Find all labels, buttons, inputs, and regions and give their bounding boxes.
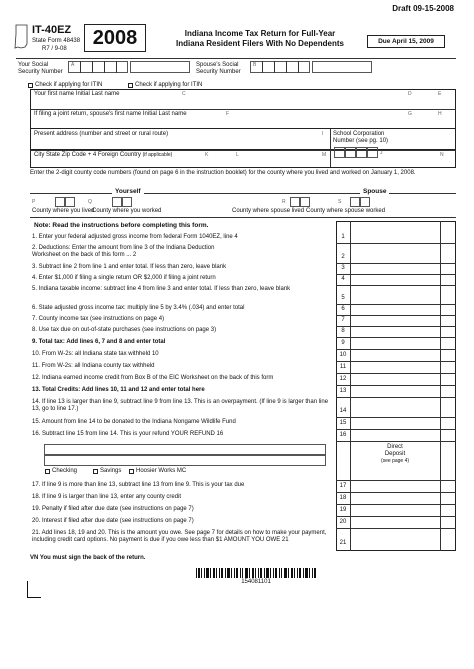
field-letter-d: D	[408, 91, 412, 97]
checking-checkbox[interactable]	[45, 469, 50, 474]
state-form-number: State Form 48438	[32, 38, 81, 44]
line-3-text: 3. Subtract line 2 from line 1 and enter total. If less than zero, leave blank	[32, 264, 227, 270]
you-worked-box-2[interactable]	[122, 197, 132, 207]
form-revision: R7 / 9-08	[42, 46, 67, 52]
field-letter-k: K	[205, 152, 209, 158]
field-letter-f: F	[226, 111, 230, 117]
line-6-number: 6	[341, 306, 345, 312]
you-worked-box-1[interactable]	[112, 197, 122, 207]
line-1-number: 1	[341, 234, 345, 240]
barcode-number: 154081101	[241, 579, 271, 585]
form-title-line2: Indiana Resident Filers With No Dependents	[176, 39, 344, 48]
line-16-number: 16	[339, 432, 347, 438]
you-worked-label: County where you worked	[92, 208, 162, 214]
line-17-text: 17. If line 9 is more than line 13, subtract line 13 from line 9. This is your tax due	[32, 482, 245, 488]
line-15-text: 15. Amount from line 14 to be donated to the Indiana Nongame Wildlife Fund	[32, 419, 236, 425]
yourself-heading: Yourself	[112, 188, 144, 196]
sp-lived-box-1[interactable]	[290, 197, 300, 207]
you-lived-label: County where you lived	[32, 208, 95, 214]
field-letter-g: G	[408, 111, 412, 117]
line-2-number: 2	[341, 254, 345, 260]
line-10-text: 10. From W-2s: all Indiana state tax withheld 10	[32, 351, 159, 357]
sp-worked-box-2[interactable]	[360, 197, 370, 207]
bank-routing-area[interactable]	[32, 444, 328, 466]
address-field[interactable]: Present address (number and street or rural route)	[34, 131, 169, 137]
line-4-number: 4	[341, 276, 345, 282]
sp-lived-label: County where spouse lived	[232, 208, 305, 214]
line-12-text: 12. Indiana earned income credit from Box B of the EIC Worksheet on the back of this form	[32, 375, 274, 381]
line-11-number: 11	[339, 364, 347, 370]
sp-worked-box-1[interactable]	[350, 197, 360, 207]
sign-note: VN You must sign the back of the return.	[30, 555, 146, 561]
line-2-text: 2. Deductions: Enter the amount from line 3 of the Indiana Deduction Worksheet on the back of this form ... 2	[32, 245, 215, 258]
line-20-number: 20	[339, 519, 347, 525]
line-3-number: 3	[341, 265, 345, 271]
name-field[interactable]: Your first name Initial Last name	[34, 91, 120, 97]
line-12-number: 12	[339, 376, 347, 382]
sp-worked-label: County where spouse worked	[306, 208, 386, 214]
line-13-text: 13. Total Credits: Add lines 10, 11 and 12 and enter total here	[32, 387, 205, 393]
barcode-icon	[196, 568, 316, 578]
you-lived-box-1[interactable]	[55, 197, 65, 207]
sp-lived-box-2[interactable]	[300, 197, 310, 207]
field-letter-s: S	[338, 199, 342, 205]
corner-mark-horizontal	[27, 597, 41, 598]
itin-you-label: Check if applying for ITIN	[35, 82, 103, 88]
field-letter-m: M	[322, 152, 327, 158]
direct-deposit-title: Direct Deposit (see page 4)	[380, 444, 410, 464]
line-10-number: 10	[339, 352, 347, 358]
line-16-text: 16. Subtract line 15 from line 14. This is your refund YOUR REFUND 16	[32, 431, 224, 437]
tax-year: 2008	[92, 27, 138, 49]
line-17-number: 17	[339, 483, 347, 489]
form-code: IT-40EZ	[32, 24, 72, 36]
spouse-heading: Spouse	[360, 188, 389, 196]
line-1-text: 1. Enter your federal adjusted gross income from federal Form 1040EZ, line 4	[32, 234, 238, 240]
line-13-number: 13	[339, 388, 347, 394]
line-18-number: 18	[339, 495, 347, 501]
field-letter-q: Q	[88, 199, 92, 205]
line-6-text: 6. State adjusted gross income tax: multiply line 5 by 3.4% (.034) and enter total	[32, 305, 245, 311]
instructions-note: Note: Read the instructions before completing this form.	[34, 222, 209, 229]
savings-label: Savings	[100, 468, 122, 474]
line-5-text: 5. Indiana taxable income: subtract line 4 from line 3 and enter total. If less than zero, leave blank	[32, 286, 291, 292]
city-state-zip-field[interactable]: City State Zip Code + 4 Foreign Country (if applicable)	[34, 152, 173, 158]
line-7-text: 7. County income tax (see instructions on page 4)	[32, 316, 165, 322]
county-intro: Enter the 2-digit county code numbers (found on page 6 in the instruction booklet) for the county where you lived and worked on January 1, 2008.	[30, 170, 416, 176]
checking-label: Checking	[52, 468, 78, 474]
line-14-text: 14. If line 13 is larger than line 9, subtract line 9 from line 13. This is an overpayment. (If line 9 is larger than line 13, go to line 17.)	[32, 399, 329, 412]
you-lived-box-2[interactable]	[65, 197, 75, 207]
hoosier-checkbox[interactable]	[129, 469, 134, 474]
itin-you-checkbox[interactable]	[28, 83, 33, 88]
field-letter-c: C	[182, 91, 186, 97]
line-5-number: 5	[341, 295, 345, 301]
line-4-text: 4. Enter $1,000 if filing a single return OR $2,000 if filing a joint return	[32, 275, 216, 281]
field-letter-e: E	[438, 91, 442, 97]
field-letter-l: L	[236, 152, 239, 158]
itin-spouse-label: Check if applying for ITIN	[135, 82, 203, 88]
indiana-map-icon	[13, 24, 31, 50]
line-9-number: 9	[341, 340, 345, 346]
line-21-number: 21	[339, 540, 347, 546]
form-title-line1: Indiana Income Tax Return for Full-Year	[184, 29, 336, 38]
spouse-ssn-label: Spouse's Social Security Number	[196, 62, 241, 75]
field-letter-j: J	[380, 150, 383, 156]
due-date: Due April 15, 2009	[378, 38, 434, 45]
draft-date: Draft 09-15-2008	[392, 4, 454, 13]
spouse-name-field[interactable]: If filing a joint return, spouse's first name Initial Last name	[34, 111, 187, 117]
line-21-text: 21. Add lines 18, 19 and 20. This is the amount you owe. See page 7 for details on how to make your payment, including credit card options. No payment is due if you owe less than $1 AMOUNT YOU OWE 21	[32, 530, 327, 543]
line-14-number: 14	[339, 408, 347, 414]
corner-mark-vertical	[27, 581, 28, 598]
line-8-text: 8. Use tax due on out-of-state purchases (see instructions on page 3)	[32, 327, 217, 333]
field-letter-h: H	[438, 111, 442, 117]
school-corp-label: School Corporation Number (see pg. 10)	[333, 131, 389, 144]
line-18-text: 18. If line 9 is larger than line 13, enter any county credit	[32, 494, 182, 500]
field-letter-r: R	[282, 199, 286, 205]
line-7-number: 7	[341, 317, 345, 323]
line-15-number: 15	[339, 420, 347, 426]
field-letter-b: B	[253, 62, 257, 68]
line-19-number: 19	[339, 507, 347, 513]
itin-spouse-checkbox[interactable]	[128, 83, 133, 88]
field-letter-p: P	[32, 199, 36, 205]
line-19-text: 19. Penalty if filed after due date (see instructions on page 7)	[32, 506, 194, 512]
field-letter-a: A	[71, 62, 75, 68]
line-11-text: 11. From W-2s: all Indiana county tax withheld	[32, 363, 155, 369]
line-20-text: 20. Interest if filed after due date (see instructions on page 7)	[32, 518, 194, 524]
line-9-text: 9. Total tax: Add lines 6, 7 and 8 and enter total	[32, 339, 166, 345]
line-8-number: 8	[341, 328, 345, 334]
savings-checkbox[interactable]	[93, 469, 98, 474]
field-letter-i: I	[322, 131, 324, 137]
field-letter-n: N	[440, 152, 444, 158]
hoosier-label: Hoosier Works MC	[136, 468, 187, 474]
your-ssn-label: Your Social Security Number	[18, 62, 63, 75]
